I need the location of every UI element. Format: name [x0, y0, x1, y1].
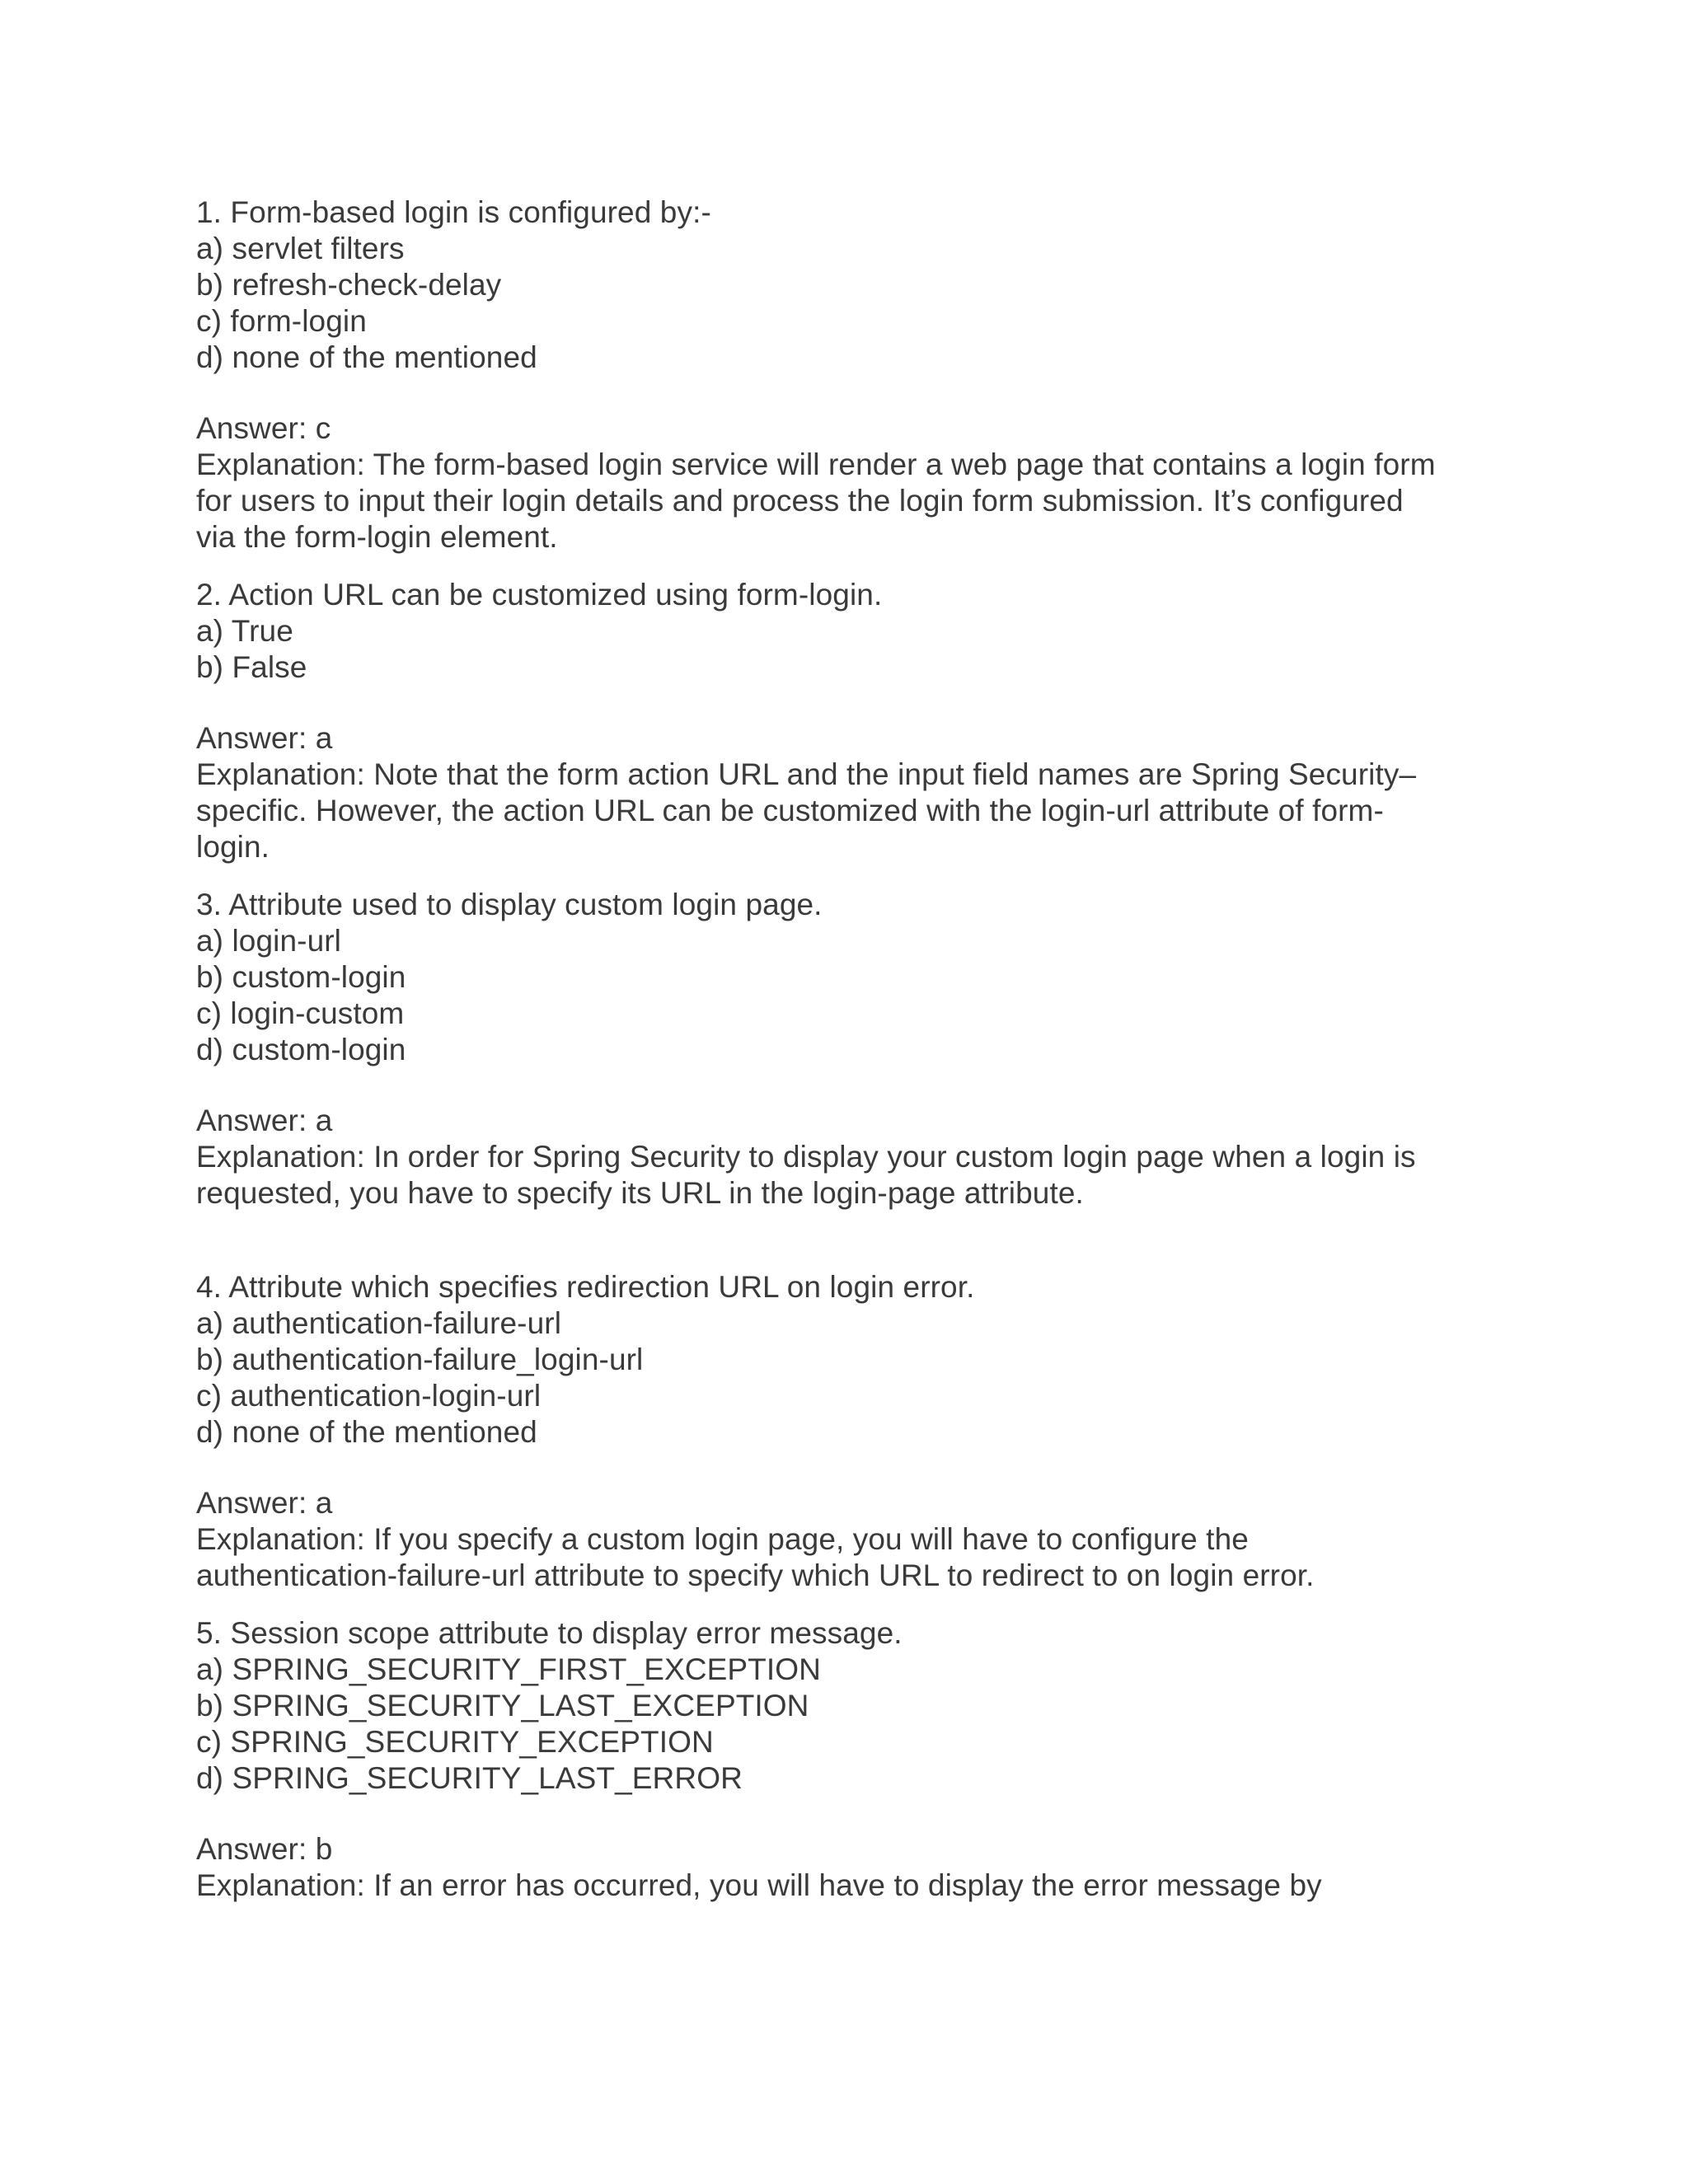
option-c: c) form-login — [196, 304, 367, 338]
option-b: b) SPRING_SECURITY_LAST_EXCEPTION — [196, 1689, 809, 1722]
option-d: d) SPRING_SECURITY_LAST_ERROR — [196, 1761, 743, 1795]
option-a: a) authentication-failure-url — [196, 1306, 562, 1340]
option-a: a) login-url — [196, 924, 341, 958]
question-text: 3. Attribute used to display custom login page. — [196, 888, 823, 921]
answer-text: Answer: a — [196, 1104, 333, 1137]
option-c: c) login-custom — [196, 996, 405, 1030]
option-b: b) False — [196, 650, 307, 684]
explanation-line: login. — [196, 830, 270, 864]
option-b: b) custom-login — [196, 960, 406, 994]
question-block-3 — [196, 887, 1498, 1212]
explanation-line: Explanation: If you specify a custom login page, you will have to configure the — [196, 1522, 1249, 1556]
question-block-2 — [196, 577, 1498, 865]
option-d: d) custom-login — [196, 1033, 406, 1066]
question-text: 2. Action URL can be customized using form-login. — [196, 578, 883, 612]
question-text: 1. Form-based login is configured by:- — [196, 195, 711, 229]
answer-text: Answer: b — [196, 1832, 333, 1866]
explanation-line: for users to input their login details and process the login form submission. It’s configured — [196, 484, 1404, 518]
explanation-line: Explanation: If an error has occurred, you will have to display the error message by — [196, 1868, 1322, 1902]
explanation-line: specific. However, the action URL can be customized with the login-url attribute of form- — [196, 794, 1384, 827]
question-text: 4. Attribute which specifies redirection URL on login error. — [196, 1270, 975, 1304]
answer-text: Answer: c — [196, 411, 331, 445]
question-block-4 — [196, 1269, 1498, 1594]
quiz-content — [196, 194, 1498, 1904]
option-a: a) servlet filters — [196, 232, 405, 265]
option-c: c) SPRING_SECURITY_EXCEPTION — [196, 1725, 714, 1759]
option-a: a) True — [196, 614, 293, 648]
explanation-line: requested, you have to specify its URL in the login-page attribute. — [196, 1176, 1084, 1210]
option-a: a) SPRING_SECURITY_FIRST_EXCEPTION — [196, 1652, 821, 1686]
explanation-line: Explanation: Note that the form action URL and the input field names are Spring Security– — [196, 757, 1417, 791]
explanation-line: authentication-failure-url attribute to specify which URL to redirect to on login error. — [196, 1558, 1315, 1592]
option-d: d) none of the mentioned — [196, 340, 537, 374]
explanation-line: Explanation: The form-based login service will render a web page that contains a login form — [196, 448, 1436, 481]
answer-text: Answer: a — [196, 1486, 333, 1520]
option-b: b) authentication-failure_login-url — [196, 1343, 644, 1376]
option-c: c) authentication-login-url — [196, 1379, 542, 1413]
explanation-line: via the form-login element. — [196, 520, 558, 554]
question-block-5 — [196, 1615, 1498, 1904]
option-d: d) none of the mentioned — [196, 1415, 537, 1449]
option-b: b) refresh-check-delay — [196, 268, 502, 302]
answer-text: Answer: a — [196, 721, 333, 755]
explanation-line: Explanation: In order for Spring Security to display your custom login page when a login is — [196, 1140, 1416, 1174]
question-block-1 — [196, 194, 1498, 555]
question-text: 5. Session scope attribute to display error message. — [196, 1616, 903, 1650]
